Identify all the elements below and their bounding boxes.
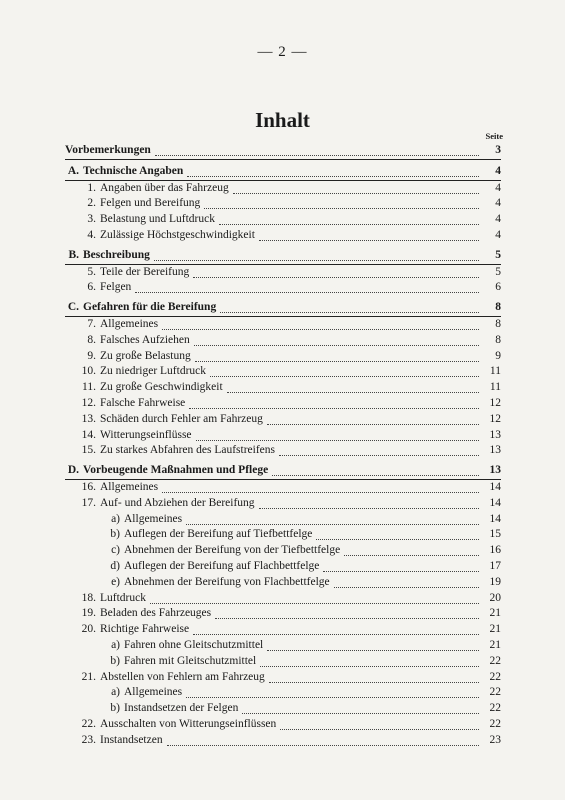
toc-entry-label: Luftdruck bbox=[100, 591, 146, 604]
toc-dot-leader bbox=[204, 198, 479, 209]
toc-entry-label: Instandsetzen bbox=[100, 733, 163, 746]
toc-entry-number: 20. bbox=[81, 623, 96, 636]
toc-dot-leader bbox=[210, 366, 479, 377]
toc-entry-number: e) bbox=[111, 575, 120, 588]
toc-entry-label: Beladen des Fahrzeuges bbox=[100, 607, 212, 620]
toc-entry-number: b) bbox=[110, 702, 120, 715]
toc-entry-number: c) bbox=[111, 544, 120, 557]
toc-entry-row bbox=[65, 701, 501, 717]
toc-dot-leader bbox=[162, 319, 479, 330]
toc-dot-leader bbox=[195, 351, 479, 362]
toc-entry-row bbox=[65, 480, 501, 496]
toc-entry-page: 22 bbox=[489, 654, 501, 667]
toc-entry-label: Felgen bbox=[100, 281, 132, 294]
toc-entry-row bbox=[65, 606, 501, 622]
toc-entry-page: 19 bbox=[489, 575, 501, 588]
toc-entry-page: 14 bbox=[489, 496, 501, 509]
toc-entry-page: 22 bbox=[489, 686, 501, 699]
toc-dot-leader bbox=[279, 445, 479, 456]
toc-entry-row bbox=[65, 380, 501, 396]
toc-dot-leader bbox=[186, 687, 479, 698]
toc-entry-label: Belastung und Luftdruck bbox=[100, 213, 215, 226]
toc-dot-leader bbox=[269, 672, 479, 683]
toc-entry-row bbox=[65, 428, 501, 444]
toc-entry-number: C. bbox=[67, 301, 79, 314]
toc-entry-page: 15 bbox=[489, 528, 501, 541]
toc-entry-page: 12 bbox=[489, 412, 501, 425]
toc-dot-leader bbox=[162, 482, 479, 493]
toc-entry-label: Falsches Aufziehen bbox=[100, 333, 190, 346]
toc-entry-label: Schäden durch Fehler am Fahrzeug bbox=[100, 412, 263, 425]
toc-dot-leader bbox=[260, 656, 479, 667]
toc-entry-label: Fahren mit Gleitschutzmittel bbox=[124, 654, 257, 667]
toc-entry-label: Vorbemerkungen bbox=[65, 144, 151, 156]
toc-dot-leader bbox=[242, 703, 479, 714]
toc-dot-leader bbox=[167, 735, 479, 746]
toc-entry-row bbox=[65, 496, 501, 512]
toc-entry-page: 9 bbox=[495, 349, 501, 362]
toc-entry-row bbox=[65, 228, 501, 244]
toc-entry-page: 21 bbox=[489, 607, 501, 620]
toc-entry-row bbox=[65, 670, 501, 686]
toc-entry-number: 5. bbox=[87, 265, 96, 278]
toc-entry-row bbox=[65, 527, 501, 543]
toc-entry-number: 16. bbox=[81, 480, 96, 493]
toc-entry-number: 8. bbox=[87, 333, 96, 346]
toc-entry-label: Vorbeugende Maßnahmen und Pflege bbox=[83, 464, 269, 477]
toc-entry-label: Technische Angaben bbox=[83, 164, 184, 177]
toc-entry-number: 7. bbox=[87, 317, 96, 330]
toc-dot-leader bbox=[189, 398, 479, 409]
toc-entry-row bbox=[65, 575, 501, 591]
toc-entry-number: b) bbox=[110, 654, 120, 667]
toc-entry-page: 17 bbox=[489, 559, 501, 572]
toc-entry-number: D. bbox=[67, 464, 79, 477]
toc-dot-leader bbox=[135, 282, 479, 293]
toc-entry-row bbox=[65, 212, 501, 228]
toc-entry-row bbox=[65, 280, 501, 296]
toc-entry-row bbox=[65, 512, 501, 528]
toc-dot-leader bbox=[194, 335, 479, 346]
toc-entry-page: 4 bbox=[495, 197, 501, 210]
toc-entry-number: 22. bbox=[81, 717, 96, 730]
toc-entry-number: 10. bbox=[81, 365, 96, 378]
toc-entry-page: 13 bbox=[489, 428, 501, 441]
toc-dot-leader bbox=[334, 577, 479, 588]
toc-entry-number: 11. bbox=[82, 381, 96, 394]
toc-entry-number: 12. bbox=[81, 396, 96, 409]
toc-entry-label: Allgemeines bbox=[124, 512, 183, 525]
toc-entry-number: B. bbox=[68, 248, 79, 261]
toc-dot-leader bbox=[267, 640, 479, 651]
toc-entry-label: Auflegen der Bereifung auf Tiefbettfelge bbox=[124, 528, 313, 541]
toc-entry-number: a) bbox=[111, 638, 120, 651]
table-of-contents bbox=[65, 143, 501, 748]
toc-entry-page: 5 bbox=[495, 248, 501, 261]
toc-dot-leader bbox=[193, 267, 479, 278]
toc-entry-number: 2. bbox=[87, 197, 96, 210]
toc-entry-row bbox=[65, 364, 501, 380]
toc-entry-page: 13 bbox=[489, 444, 501, 457]
toc-entry-page: 22 bbox=[489, 702, 501, 715]
toc-dot-leader bbox=[323, 561, 479, 572]
toc-entry-row bbox=[65, 333, 501, 349]
toc-entry-page: 21 bbox=[489, 638, 501, 651]
toc-entry-row bbox=[65, 317, 501, 333]
toc-entry-row bbox=[65, 396, 501, 412]
toc-section-row bbox=[65, 300, 501, 316]
toc-entry-label: Zulässige Höchstgeschwindigkeit bbox=[100, 228, 255, 241]
toc-section-row bbox=[65, 248, 501, 264]
toc-entry-label: Allgemeines bbox=[100, 317, 159, 330]
toc-dot-leader bbox=[150, 593, 479, 604]
toc-dot-leader bbox=[154, 250, 479, 261]
toc-entry-row bbox=[65, 349, 501, 365]
toc-entry-page: 22 bbox=[489, 670, 501, 683]
toc-section-row bbox=[65, 463, 501, 479]
toc-dot-leader bbox=[259, 498, 479, 509]
toc-dot-leader bbox=[219, 214, 479, 225]
toc-entry-row bbox=[65, 733, 501, 749]
toc-dot-leader bbox=[155, 145, 479, 156]
toc-entry-row bbox=[65, 443, 501, 459]
toc-entry-row bbox=[65, 196, 501, 212]
toc-entry-page: 22 bbox=[489, 717, 501, 730]
toc-entry-page: 12 bbox=[489, 396, 501, 409]
toc-entry-row bbox=[65, 265, 501, 281]
toc-entry-label: Allgemeines bbox=[124, 686, 183, 699]
toc-entry-page: 20 bbox=[489, 591, 501, 604]
toc-entry-row bbox=[65, 591, 501, 607]
page-number: — 2 — bbox=[257, 44, 308, 60]
toc-entry-label: Abnehmen der Bereifung von der Tiefbettfelge bbox=[124, 544, 341, 557]
toc-entry-label: Fahren ohne Gleitschutzmittel bbox=[124, 638, 264, 651]
toc-dot-leader bbox=[316, 529, 479, 540]
toc-entry-number: 9. bbox=[87, 349, 96, 362]
toc-entry-label: Gefahren für die Bereifung bbox=[83, 301, 217, 314]
toc-entry-label: Beschreibung bbox=[83, 248, 150, 261]
toc-entry-page: 11 bbox=[489, 381, 501, 394]
toc-entry-label: Auf- und Abziehen der Bereifung bbox=[100, 496, 255, 509]
toc-entry-row bbox=[65, 654, 501, 670]
toc-entry-label: Felgen und Bereifung bbox=[100, 197, 201, 210]
toc-entry-label: Teile der Bereifung bbox=[100, 265, 190, 278]
toc-entry-number: A. bbox=[67, 164, 79, 177]
toc-entry-page: 4 bbox=[495, 181, 501, 194]
toc-entry-number: 21. bbox=[81, 670, 96, 683]
toc-dot-leader bbox=[267, 414, 479, 425]
toc-entry-number: 4. bbox=[87, 228, 96, 241]
toc-entry-row bbox=[65, 559, 501, 575]
toc-entry-page: 21 bbox=[489, 623, 501, 636]
toc-entry-page: 4 bbox=[495, 164, 501, 177]
toc-entry-row bbox=[65, 717, 501, 733]
toc-dot-leader bbox=[259, 230, 479, 241]
toc-entry-page: 14 bbox=[489, 480, 501, 493]
toc-dot-leader bbox=[344, 545, 479, 556]
toc-entry-number: 1. bbox=[87, 181, 96, 194]
toc-entry-row bbox=[65, 622, 501, 638]
toc-dot-leader bbox=[272, 465, 479, 476]
toc-entry-page: 13 bbox=[489, 464, 501, 477]
toc-entry-number: 14. bbox=[81, 428, 96, 441]
toc-entry-number: 18. bbox=[81, 591, 96, 604]
toc-entry-label: Abstellen von Fehlern am Fahrzeug bbox=[100, 670, 265, 683]
toc-entry-number: 6. bbox=[87, 281, 96, 294]
toc-entry-label: Abnehmen der Bereifung von Flachbettfelge bbox=[124, 575, 330, 588]
toc-entry-row bbox=[65, 412, 501, 428]
toc-entry-label: Instandsetzen der Felgen bbox=[124, 702, 239, 715]
toc-entry-label: Allgemeines bbox=[100, 480, 159, 493]
toc-dot-leader bbox=[233, 183, 479, 194]
toc-entry-page: 8 bbox=[495, 317, 501, 330]
toc-dot-leader bbox=[220, 302, 479, 313]
toc-entry-page: 6 bbox=[495, 281, 501, 294]
toc-dot-leader bbox=[280, 719, 479, 730]
toc-entry-page: 3 bbox=[495, 144, 501, 156]
toc-entry-label: Zu niedriger Luftdruck bbox=[100, 365, 207, 378]
toc-entry-label: Zu große Belastung bbox=[100, 349, 191, 362]
toc-dot-leader bbox=[227, 382, 479, 393]
toc-entry-page: 8 bbox=[495, 301, 501, 314]
toc-entry-label: Richtige Fahrweise bbox=[100, 623, 190, 636]
toc-entry-number: a) bbox=[111, 512, 120, 525]
toc-entry-number: 3. bbox=[87, 213, 96, 226]
toc-entry-number: 17. bbox=[81, 496, 96, 509]
toc-entry-page: 16 bbox=[489, 544, 501, 557]
toc-entry-page: 8 bbox=[495, 333, 501, 346]
toc-entry-row bbox=[65, 181, 501, 197]
toc-entry-page: 4 bbox=[495, 228, 501, 241]
toc-entry-page: 11 bbox=[489, 365, 501, 378]
toc-entry-number: 23. bbox=[81, 733, 96, 746]
toc-dot-leader bbox=[186, 514, 479, 525]
toc-entry-row bbox=[65, 543, 501, 559]
toc-entry-label: Zu große Geschwindigkeit bbox=[100, 381, 223, 394]
toc-entry-label: Ausschalten von Witterungseinflüssen bbox=[100, 717, 277, 730]
toc-entry-number: 13. bbox=[81, 412, 96, 425]
toc-entry-number: d) bbox=[110, 559, 120, 572]
toc-entry-page: 5 bbox=[495, 265, 501, 278]
toc-entry-label: Angaben über das Fahrzeug bbox=[100, 181, 229, 194]
toc-entry-row bbox=[65, 638, 501, 654]
toc-entry-number: 15. bbox=[81, 444, 96, 457]
toc-entry-page: 23 bbox=[489, 733, 501, 746]
toc-entry-label: Auflegen der Bereifung auf Flachbettfelge bbox=[124, 559, 320, 572]
toc-section-row bbox=[65, 164, 501, 180]
toc-entry-label: Witterungseinflüsse bbox=[100, 428, 192, 441]
toc-dot-leader bbox=[193, 624, 479, 635]
toc-entry-label: Zu starkes Abfahren des Laufstreifens bbox=[100, 444, 275, 457]
toc-entry-number: b) bbox=[110, 528, 120, 541]
toc-entry-page: 4 bbox=[495, 213, 501, 226]
toc-dot-leader bbox=[215, 608, 479, 619]
toc-entry-number: a) bbox=[111, 686, 120, 699]
seite-column-label: Seite bbox=[485, 131, 503, 141]
toc-dot-leader bbox=[196, 430, 479, 441]
section-divider bbox=[65, 159, 501, 160]
toc-entry-page: 14 bbox=[489, 512, 501, 525]
toc-entry-number: 19. bbox=[81, 607, 96, 620]
toc-entry-row bbox=[65, 685, 501, 701]
page-title: Inhalt bbox=[255, 108, 310, 132]
toc-entry-label: Falsche Fahrweise bbox=[100, 396, 186, 409]
toc-dot-leader bbox=[187, 166, 479, 177]
toc-section-row bbox=[65, 143, 501, 159]
